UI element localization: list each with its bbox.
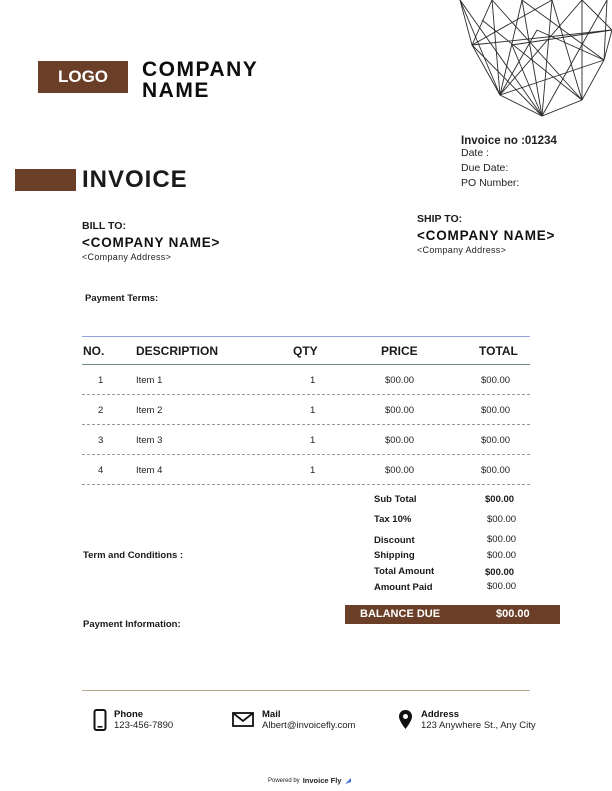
tax-value: $00.00	[487, 514, 517, 525]
amount-paid-label: Amount Paid	[374, 582, 433, 593]
logo: LOGO	[38, 61, 128, 93]
row-total: $00.00	[481, 465, 511, 476]
row-price: $00.00	[385, 375, 415, 386]
table-header	[82, 336, 530, 365]
phone-contact	[114, 709, 173, 731]
payment-terms-label: Payment Terms:	[85, 293, 159, 304]
geometric-decoration	[452, 0, 612, 118]
terms-label: Term and Conditions :	[83, 550, 184, 561]
table-row	[82, 455, 530, 485]
ship-to-section	[417, 213, 555, 255]
discount-value: $00.00	[487, 534, 517, 545]
title-accent-bar	[15, 169, 76, 191]
table-row	[82, 365, 530, 395]
mail-icon	[232, 712, 254, 732]
row-price: $00.00	[385, 435, 415, 446]
invoice-due-date: Due Date:	[461, 162, 509, 174]
row-price: $00.00	[385, 465, 415, 476]
discount-label: Discount	[374, 535, 415, 546]
balance-due-label: BALANCE DUE	[360, 608, 441, 620]
ship-to-address: <Company Address>	[417, 245, 507, 255]
bill-to-address: <Company Address>	[82, 252, 172, 262]
header-no: NO.	[83, 344, 105, 358]
phone-icon	[93, 709, 107, 736]
mail-value[interactable]: Albert@invoicefly.com	[262, 720, 356, 731]
header-qty: QTY	[293, 344, 318, 358]
powered-by-text: Powered by	[268, 777, 300, 784]
table-row	[82, 425, 530, 455]
balance-due-bar	[345, 605, 560, 624]
ship-to-label: SHIP TO:	[417, 213, 463, 225]
phone-label: Phone	[114, 709, 144, 720]
location-pin-icon	[398, 709, 413, 735]
header-total: TOTAL	[479, 344, 518, 358]
powered-by	[268, 776, 352, 785]
company-name-line2: NAME	[142, 79, 210, 102]
mail-label: Mail	[262, 709, 281, 720]
footer-divider	[82, 690, 530, 691]
company-name	[142, 59, 322, 101]
row-qty: 1	[310, 435, 316, 446]
items-table	[82, 336, 530, 485]
company-name-line1: COMPANY	[142, 58, 259, 81]
sub-total-label: Sub Total	[374, 494, 417, 505]
invoice-date: Date :	[461, 147, 490, 159]
row-qty: 1	[310, 465, 316, 476]
row-qty: 1	[310, 375, 316, 386]
address-value: 123 Anywhere St., Any City	[421, 720, 536, 731]
sub-total-value: $00.00	[485, 494, 515, 505]
invoice-meta	[461, 134, 557, 191]
row-no: 2	[98, 405, 104, 416]
phone-value: 123-456-7890	[114, 720, 174, 731]
page-title: INVOICE	[82, 166, 188, 193]
bill-to-label: BILL TO:	[82, 220, 126, 232]
table-row	[82, 395, 530, 425]
row-total: $00.00	[481, 405, 511, 416]
header-price: PRICE	[381, 344, 418, 358]
row-no: 4	[98, 465, 104, 476]
row-no: 1	[98, 375, 104, 386]
shipping-label: Shipping	[374, 550, 415, 561]
shipping-value: $00.00	[487, 550, 517, 561]
row-description: Item 1	[136, 375, 163, 386]
row-qty: 1	[310, 405, 316, 416]
header-description: DESCRIPTION	[136, 344, 219, 358]
bill-to-company: <COMPANY NAME>	[82, 235, 221, 250]
row-description: Item 2	[136, 405, 163, 416]
powered-by-brand: Invoice Fly	[302, 776, 342, 785]
total-amount-value: $00.00	[485, 567, 515, 578]
total-amount-label: Total Amount	[374, 566, 435, 577]
row-description: Item 4	[136, 465, 163, 476]
payment-info-label: Payment Information:	[83, 619, 181, 630]
bill-to-section	[82, 220, 220, 262]
row-total: $00.00	[481, 435, 511, 446]
tax-label: Tax 10%	[374, 514, 412, 525]
ship-to-company: <COMPANY NAME>	[417, 228, 556, 243]
amount-paid-value: $00.00	[487, 581, 517, 592]
address-contact	[421, 709, 536, 731]
row-description: Item 3	[136, 435, 163, 446]
brand-icon	[344, 777, 352, 785]
address-label: Address	[421, 709, 460, 720]
balance-due-value: $00.00	[496, 608, 530, 620]
row-total: $00.00	[481, 375, 511, 386]
mail-contact	[262, 709, 355, 731]
invoice-po-number: PO Number:	[461, 177, 520, 189]
row-no: 3	[98, 435, 104, 446]
invoice-number: Invoice no :01234	[461, 135, 557, 147]
row-price: $00.00	[385, 405, 415, 416]
